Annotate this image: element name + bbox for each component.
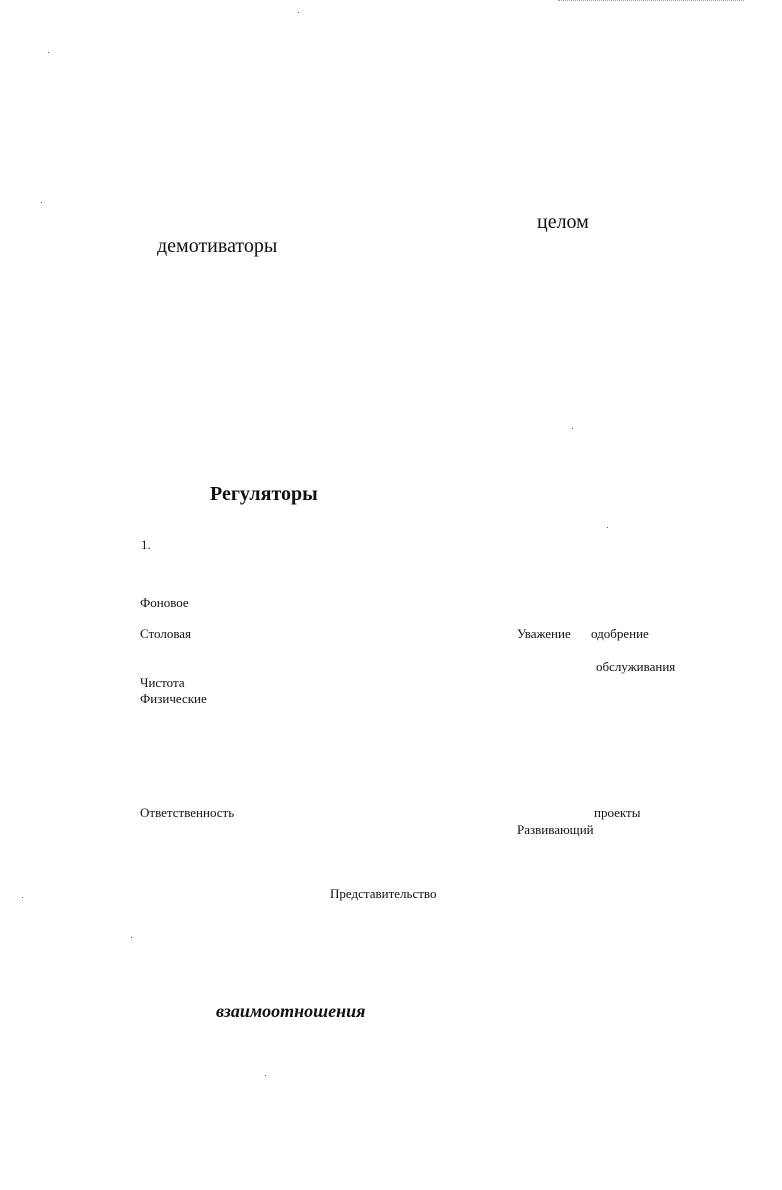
label-uvazhenie: Уважение [517, 626, 571, 641]
scan-speck [22, 897, 23, 898]
scan-speck [298, 12, 299, 13]
label-odobrenie: одобрение [591, 626, 649, 641]
label-fizicheskie: Физические [140, 691, 207, 706]
word-vzaimootnosheniya: взаимоотношения [216, 1001, 366, 1021]
scan-speck [131, 937, 132, 938]
word-demotivatory: демотиваторы [157, 235, 278, 257]
label-stolovaya: Столовая [140, 626, 192, 641]
label-obsluzhivaniya: обслуживания [596, 659, 676, 674]
top-edge-mark [558, 0, 744, 4]
scan-speck [41, 202, 42, 203]
scan-speck [572, 428, 573, 429]
scan-speck [265, 1075, 266, 1076]
label-razvivayushchiy: Развивающий [517, 822, 594, 837]
list-number: 1. [141, 537, 151, 552]
heading-regulyatory: Регуляторы [210, 483, 318, 505]
label-predstavitelstvo: Представительство [330, 886, 437, 901]
label-proekty: проекты [594, 805, 641, 820]
label-otvetstvennost: Ответственность [140, 805, 235, 820]
scan-speck [607, 527, 608, 528]
scan-speck [48, 52, 49, 53]
word-celom: целом [537, 211, 589, 233]
label-fonovoe: Фоновое [140, 595, 189, 610]
label-chistota: Чистота [140, 675, 185, 690]
